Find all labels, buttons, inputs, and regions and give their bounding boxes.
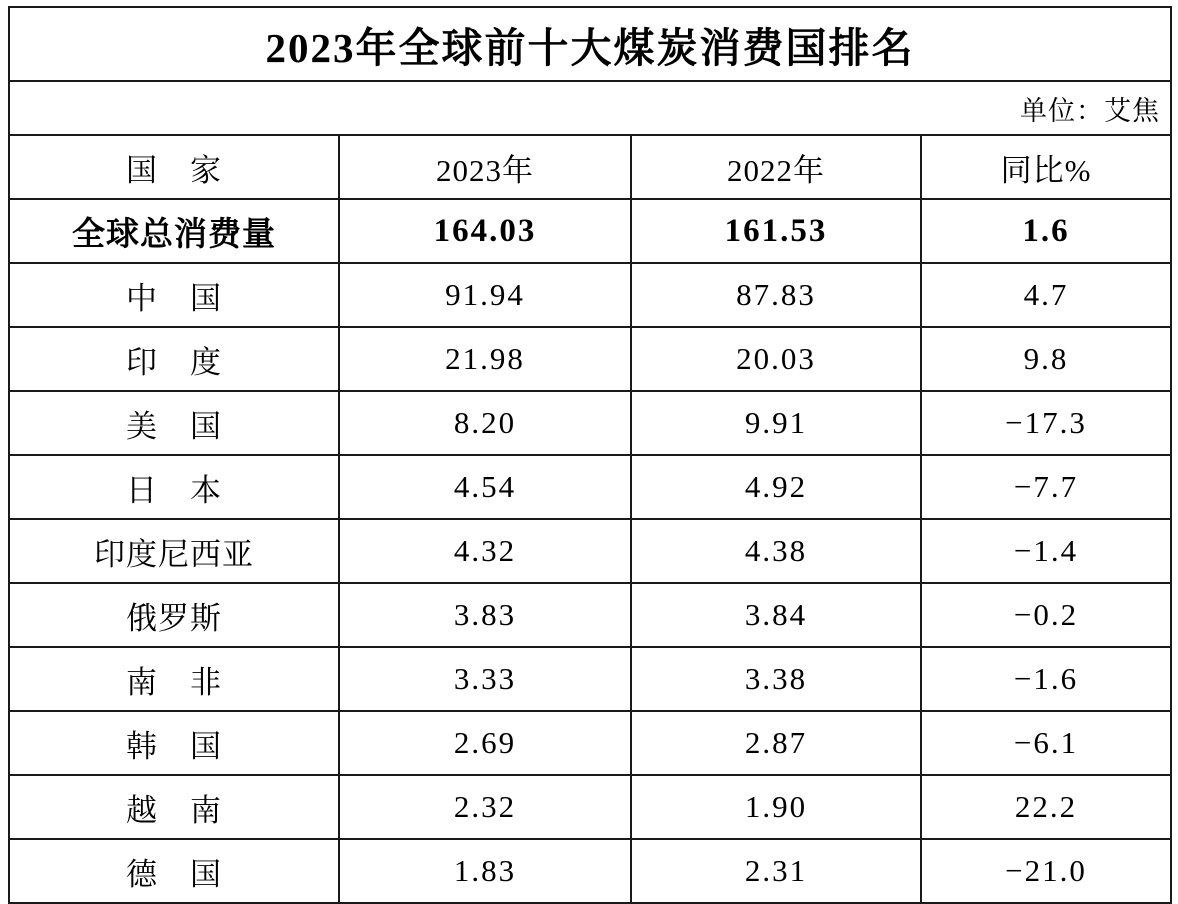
- row-2023: 2.69: [339, 711, 631, 775]
- row-2022: 20.03: [631, 327, 921, 391]
- row-2023: 8.20: [339, 391, 631, 455]
- table-row: [9, 455, 1171, 519]
- row-yoy: 22.2: [921, 775, 1171, 839]
- row-country: 印度尼西亚: [9, 519, 339, 583]
- row-2023: 1.83: [339, 839, 631, 903]
- row-country: 印 度: [9, 327, 339, 391]
- row-2022: 1.90: [631, 775, 921, 839]
- unit-note: 单位：艾焦: [9, 81, 1171, 135]
- page-title: 2023年全球前十大煤炭消费国排名: [9, 7, 1171, 81]
- row-2022: 2.87: [631, 711, 921, 775]
- row-2022: 3.84: [631, 583, 921, 647]
- row-country: 俄罗斯: [9, 583, 339, 647]
- table-row: [9, 647, 1171, 711]
- table-row: [9, 839, 1171, 903]
- column-header-country: 国 家: [9, 135, 339, 199]
- row-2022: 4.38: [631, 519, 921, 583]
- row-2023: 21.98: [339, 327, 631, 391]
- row-country: 南 非: [9, 647, 339, 711]
- row-2022: 87.83: [631, 263, 921, 327]
- row-2022: 4.92: [631, 455, 921, 519]
- total-2022: 161.53: [631, 199, 921, 263]
- table-row: [9, 775, 1171, 839]
- row-yoy: 4.7: [921, 263, 1171, 327]
- row-country: 韩 国: [9, 711, 339, 775]
- row-2023: 2.32: [339, 775, 631, 839]
- coal-consumption-table: [8, 6, 1172, 904]
- row-yoy: −0.2: [921, 583, 1171, 647]
- unit-row: [9, 81, 1171, 135]
- row-2022: 9.91: [631, 391, 921, 455]
- table-row-total: [9, 199, 1171, 263]
- row-country: 越 南: [9, 775, 339, 839]
- column-header-2022: 2022年: [631, 135, 921, 199]
- table-row: [9, 583, 1171, 647]
- table-row: [9, 519, 1171, 583]
- column-header-yoy: 同比%: [921, 135, 1171, 199]
- total-label: 全球总消费量: [9, 199, 339, 263]
- row-2022: 3.38: [631, 647, 921, 711]
- title-row: [9, 7, 1171, 81]
- row-country: 中 国: [9, 263, 339, 327]
- row-2023: 4.54: [339, 455, 631, 519]
- row-2022: 2.31: [631, 839, 921, 903]
- table-row: [9, 327, 1171, 391]
- row-country: 美 国: [9, 391, 339, 455]
- row-2023: 3.83: [339, 583, 631, 647]
- row-yoy: −6.1: [921, 711, 1171, 775]
- row-yoy: −17.3: [921, 391, 1171, 455]
- row-yoy: −1.6: [921, 647, 1171, 711]
- row-2023: 4.32: [339, 519, 631, 583]
- row-yoy: 9.8: [921, 327, 1171, 391]
- row-yoy: −21.0: [921, 839, 1171, 903]
- table-row: [9, 391, 1171, 455]
- column-header-2023: 2023年: [339, 135, 631, 199]
- row-2023: 3.33: [339, 647, 631, 711]
- row-2023: 91.94: [339, 263, 631, 327]
- total-yoy: 1.6: [921, 199, 1171, 263]
- total-2023: 164.03: [339, 199, 631, 263]
- row-country: 德 国: [9, 839, 339, 903]
- table-header-row: [9, 135, 1171, 199]
- row-yoy: −7.7: [921, 455, 1171, 519]
- table-row: [9, 711, 1171, 775]
- row-country: 日 本: [9, 455, 339, 519]
- row-yoy: −1.4: [921, 519, 1171, 583]
- table-row: [9, 263, 1171, 327]
